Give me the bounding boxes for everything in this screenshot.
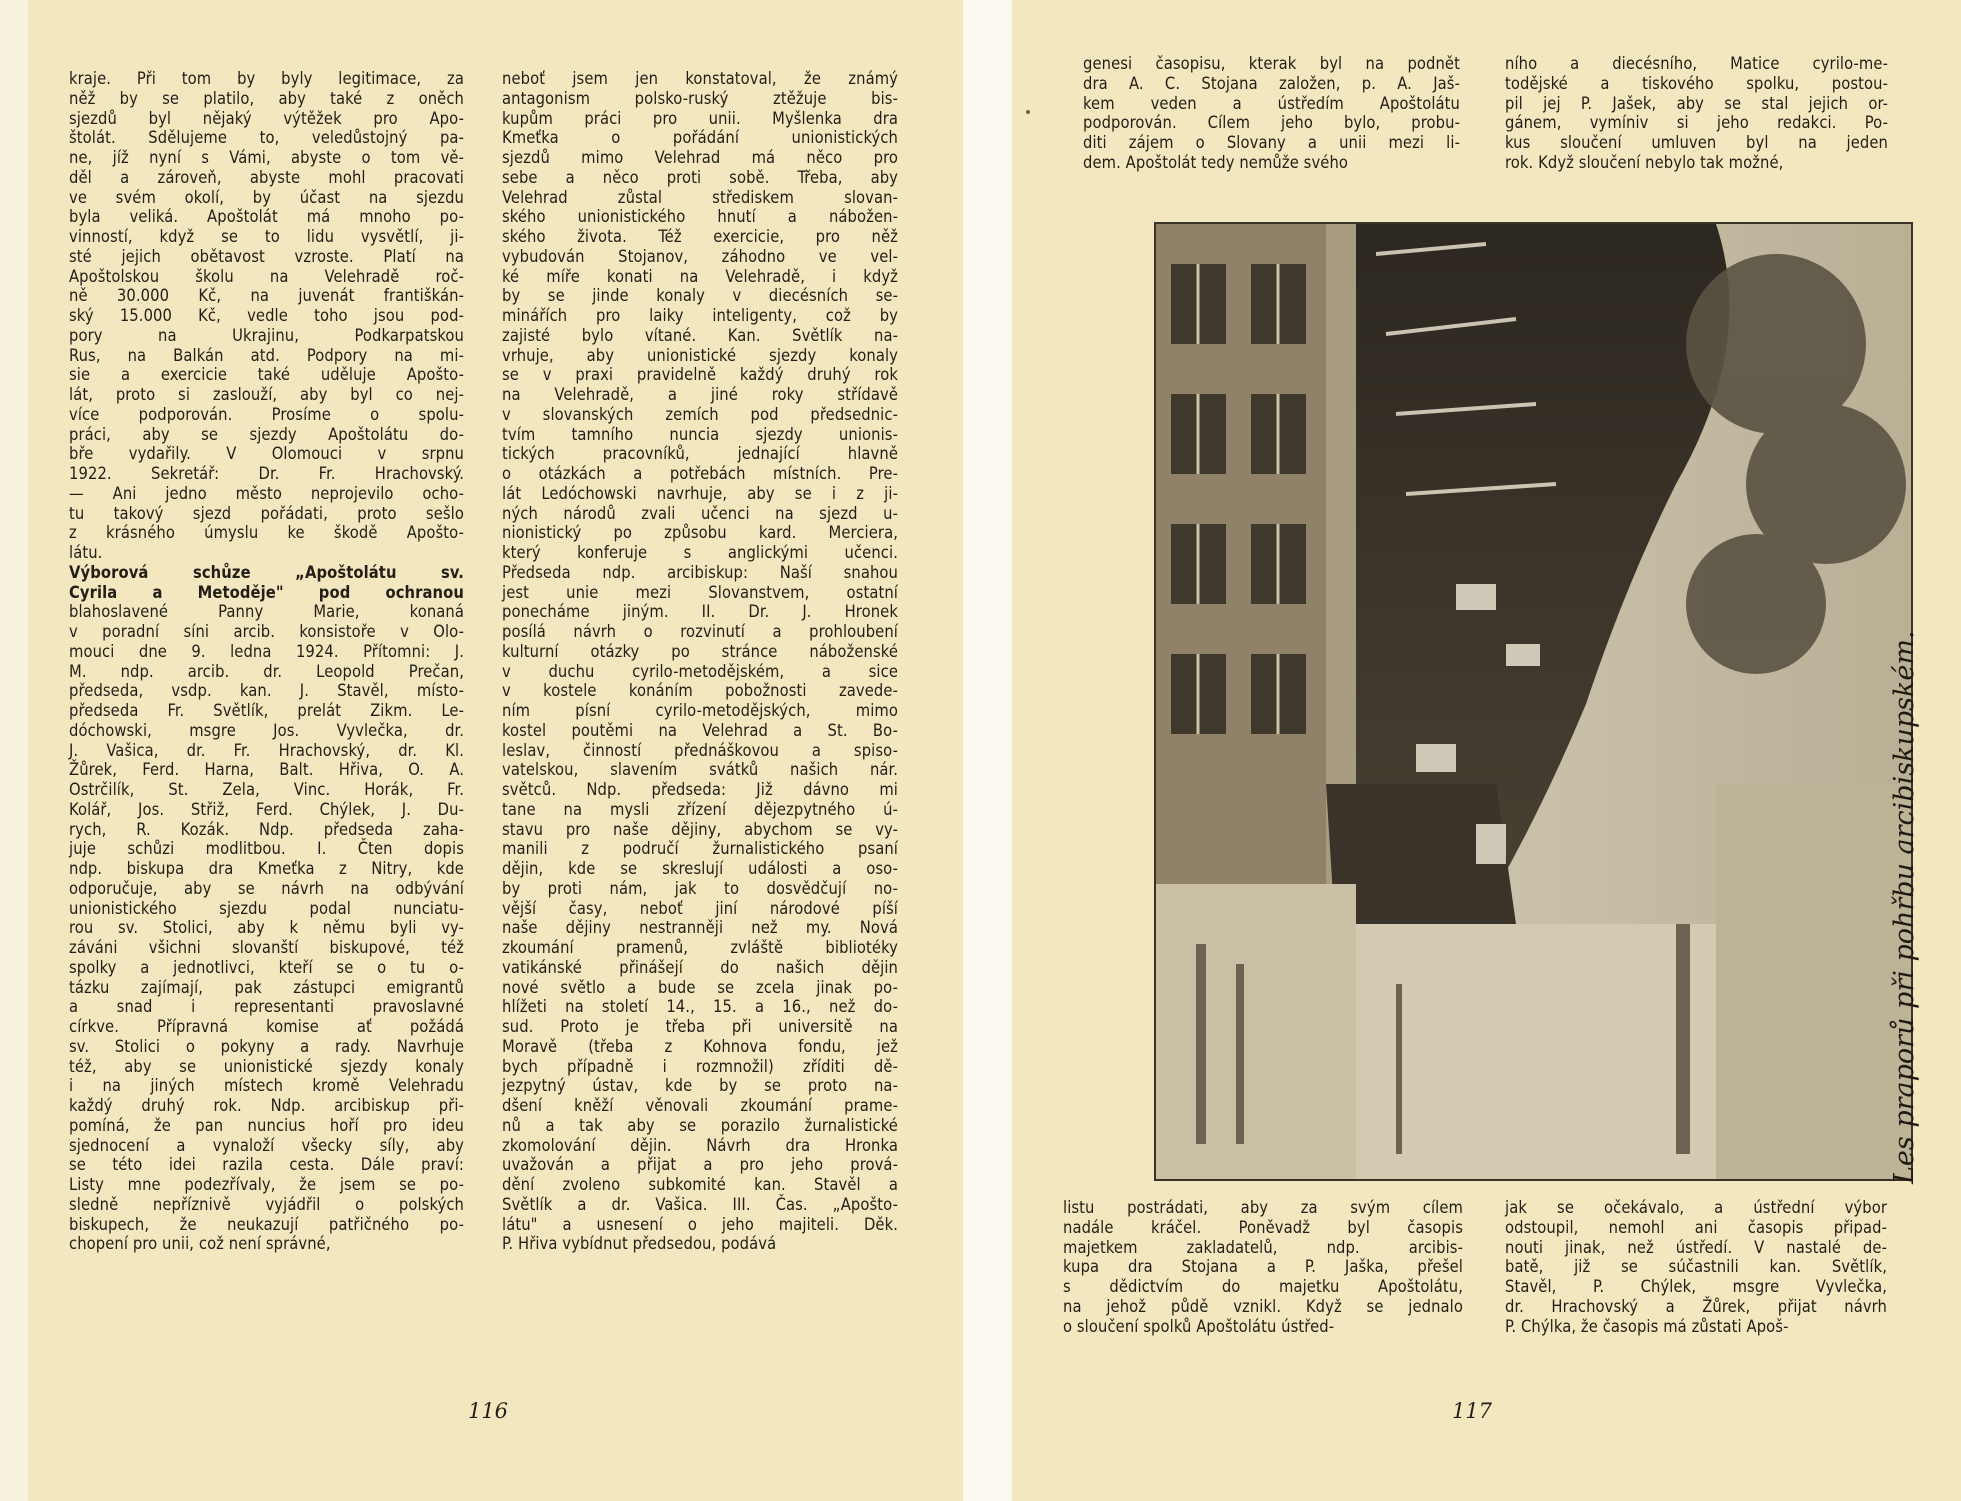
text-line: vrhuje, aby unionistické sjezdy konaly [502, 345, 898, 365]
text-line: se v praxi pravidelně každý druhý rok [502, 365, 898, 385]
text-line: mouci dne 9. ledna 1924. Přítomni: J. [69, 641, 464, 661]
text-line: ního a diecésního, Matice cyrilo-me- [1505, 54, 1888, 73]
text-line: Stavěl, P. Chýlek, msgre Vyvlečka, [1505, 1277, 1887, 1296]
text-line: unionistického sjezdu podal nunciatu- [69, 898, 464, 918]
text-line: Kmeťka o pořádání unionistických [502, 128, 898, 148]
text-line: listu postrádati, aby za svým cílem [1063, 1198, 1463, 1217]
text-line: jak se očekávalo, a ústřední výbor [1505, 1198, 1887, 1217]
text-line: děl a zároveň, abyste mohl pracovati [69, 167, 464, 187]
print-speck [1026, 110, 1030, 114]
text-line: dr. Hrachovský a Žůrek, přijat návrh [1505, 1296, 1887, 1316]
text-line: sjednocení a vynaloží všecky síly, aby [69, 1135, 464, 1155]
text-line: který konferuje s anglickými učenci. [502, 543, 898, 562]
text-line: v kostele konáním pobožnosti zavede- [502, 681, 898, 701]
text-line: dóchowski, msgre Jos. Vyvlečka, dr. [69, 720, 464, 740]
text-line: vější časy, neboť jiní národové píší [502, 898, 898, 918]
text-line: naše dějiny nestranněji než my. Nová [502, 918, 898, 938]
text-line: kus sloučení umluven byl na jeden [1505, 133, 1888, 152]
text-line: církve. Přípravná komise ať požádá [69, 1017, 464, 1036]
text-line: o sloučení spolků Apoštolátu ústřed- [1063, 1316, 1335, 1336]
text-line: neboť jsem jen konstatoval, že známý [502, 69, 898, 88]
text-line: kostel poutěmi na Velehrad a St. Bo- [502, 720, 898, 740]
text-line: podporován. Cílem jeho bylo, probu- [1083, 113, 1460, 133]
text-line: Apoštolskou školu na Velehradě roč- [69, 266, 464, 286]
text-line: pory na Ukrajinu, Podkarpatskou [69, 325, 464, 345]
text-line: ského života. Též exercicie, pro něž [502, 227, 898, 246]
text-line: každý druhý rok. Ndp. arcibiskup při- [69, 1096, 464, 1115]
text-line: sté jejich obětavost vzroste. Platí na [69, 246, 464, 266]
text-line: dějin, kde se skreslují události a oso- [502, 859, 898, 878]
text-line: odstoupil, nemohl ani časopis připad- [1505, 1217, 1887, 1237]
text-line: předseda, vsdp. kan. J. Stavěl, místo- [69, 681, 464, 701]
text-line: a snad i representanti pravoslavné [69, 997, 464, 1017]
text-line: blahoslavené Panny Marie, konaná [69, 602, 464, 622]
text-line: nadále kráčel. Poněvadž byl časopis [1063, 1217, 1463, 1237]
text-line: by proti nám, jak to dosvědčují no- [502, 878, 898, 898]
text-line: kem veden a ústředím Apoštolátu [1083, 93, 1460, 113]
text-line: sledně nepříznivě vyjádřil o polských [69, 1194, 464, 1214]
text-line: nionistický po způsobu kard. Merciera, [502, 523, 898, 543]
text-line: odporučuje, aby se návrh na odbývání [69, 878, 464, 898]
text-line: Kolář, Jos. Střiž, Ferd. Chýlek, J. Du- [69, 799, 464, 819]
text-line: lát Ledóchowski navrhuje, aby se i z ji- [502, 483, 898, 503]
text-line: ných národů zvali učenci na sjezd u- [502, 503, 898, 523]
text-line: sie a exercicie také uděluje Apošto- [69, 365, 464, 385]
text-line: chopení pro unii, což není správné, [69, 1234, 331, 1254]
text-line: v poradní síni arcib. konsistoře v Olo- [69, 622, 464, 641]
text-line: i na jiných místech kromě Velehradu [69, 1076, 464, 1096]
text-line: se této idei razila cesta. Dále praví: [69, 1155, 464, 1175]
text-line: biskupech, že neukazují patřičného po- [69, 1214, 464, 1234]
photograph-funeral-banners [1154, 222, 1920, 1184]
text-line: ne, jíž nyní s Vámi, abyste o tom vě- [69, 148, 464, 167]
text-line: ponecháme jiným. II. Dr. J. Hronek [502, 602, 898, 622]
text-line: vatikánské přinášejí do našich dějin [502, 957, 898, 977]
page-number: 117 [1451, 1399, 1493, 1423]
text-line: práci, aby se sjezdy Apoštolátu do- [69, 424, 464, 444]
text-line: vybudován Stojanov, záhodno ve vel- [502, 246, 898, 266]
text-line: tických pracovníků, jednající hlavně [502, 444, 898, 464]
text-line: bych případně i rozmnožil) zříditi dě- [502, 1056, 898, 1076]
text-line: Cyrila a Metoděje" pod ochranou [69, 582, 464, 602]
text-line: spolky a jednotlivci, kteří se o tu o- [69, 957, 464, 977]
text-line: gánem, vymíniv si jeho redakci. Po- [1505, 113, 1888, 133]
text-line: nové světlo a bude se zcela jinak po- [502, 977, 898, 997]
text-column-2 [1505, 54, 1888, 173]
text-line: lát, proto si zaslouží, aby byl co nej- [69, 385, 464, 404]
text-column-1 [1083, 54, 1460, 173]
text-line: tvím tamního nuncia sjezdy unionis- [502, 424, 898, 444]
text-line: zajisté bylo vítané. Kan. Světlík na- [502, 325, 898, 345]
text-line: zkoumání pramenů, zvláště bibliotéky [502, 938, 898, 957]
text-line: z krásného úmyslu ke škodě Apošto- [69, 523, 464, 543]
text-column-4 [1505, 1198, 1887, 1336]
text-line: P. Hřiva vybídnut předsedou, podává [502, 1234, 777, 1254]
text-line: dem. Apoštolát tedy nemůže svého [1083, 152, 1349, 172]
text-line: jezpytný ústav, kde by se proto na- [502, 1076, 898, 1096]
text-line: Předseda ndp. arcibiskup: Naší snahou [502, 562, 898, 582]
text-line: by se jinde konaly v diecésních se- [502, 286, 898, 306]
text-line: juje schůzi modlitbou. I. Čten dopis [69, 839, 464, 859]
text-line: kupa dra Stojana a P. Jaška, přešel [1063, 1257, 1463, 1277]
text-line: zkomolování dějin. Návrh dra Hronka [502, 1135, 898, 1155]
text-line: na Velehradě, a jiné roky střídavě [502, 385, 898, 404]
text-line: uvažován a přijat a pro jeho prová- [502, 1155, 898, 1175]
text-line: světců. Ndp. předseda: Již dávno mi [502, 780, 898, 799]
page-117 [1012, 0, 1961, 1501]
text-line: rok. Když sloučení nebylo tak možné, [1505, 152, 1784, 172]
text-line: jest unie mezi Slovanstvem, ostatní [502, 582, 898, 602]
text-line: nouti jinak, než ústředí. V nastalé de- [1505, 1237, 1887, 1257]
text-line: batě, již se súčastnili kan. Světlík, [1505, 1257, 1887, 1277]
photograph-image [1156, 224, 1911, 1179]
text-line: P. Chýlka, že časopis má zůstati Apoš- [1505, 1316, 1789, 1336]
text-line: Světlík a dr. Vašica. III. Čas. „Apošto- [502, 1194, 898, 1214]
text-line: Moravě (třeba z Kohnova fondu, jež [502, 1036, 898, 1056]
text-line: Žůrek, Ferd. Harna, Balt. Hřiva, O. A. [69, 760, 464, 780]
text-line: vinností, když se to lidu vysvětlí, ji- [69, 227, 464, 246]
text-line: tane na mysli zřízení dějezpytného ú- [502, 799, 898, 819]
text-line: byla veliká. Apoštolát má mnoho po- [69, 207, 464, 227]
text-line: minářích pro laiky inteligenty, což by [502, 306, 898, 325]
text-line: ním písní cyrilo-metodějských, mimo [502, 701, 898, 720]
text-line: Listy mne podezřívaly, že jsem se po- [69, 1175, 464, 1194]
text-column-1 [69, 69, 464, 1254]
text-line: něž by se platilo, aby také z oněch [69, 88, 464, 108]
text-line: látu. [69, 543, 103, 562]
text-column-2 [502, 69, 898, 1254]
text-line: M. ndp. arcib. dr. Leopold Prečan, [69, 661, 464, 681]
text-line: předseda Fr. Světlík, prelát Zikm. Le- [69, 701, 464, 720]
photo-caption [1847, 630, 1920, 1184]
book-gutter [963, 0, 1012, 1501]
text-line: látu" a usnesení o jeho majiteli. Děk. [502, 1214, 898, 1234]
text-line: sv. Stolici o pokyny a rady. Navrhuje [69, 1036, 464, 1056]
text-column-3 [1063, 1198, 1463, 1336]
text-line: štolát. Sdělujeme to, veledůstojný pa- [69, 128, 464, 148]
text-line: diti zájem o Slovany a unii mezi li- [1083, 133, 1460, 152]
text-line: Ostrčilík, St. Zela, Vinc. Horák, Fr. [69, 780, 464, 799]
text-line: nů a tak aby se porazilo žurnalistické [502, 1115, 898, 1135]
text-line: bře vydařily. V Olomouci v srpnu [69, 444, 464, 464]
text-line: sjezdů mimo Velehrad má něco pro [502, 148, 898, 167]
text-line: více podporován. Prosíme o spolu- [69, 404, 464, 424]
text-line: dění zvoleno subkomité kan. Stavěl a [502, 1175, 898, 1194]
text-line: antagonism polsko-ruský ztěžuje bis- [502, 88, 898, 108]
text-line: posílá návrh o rozvinutí a prohloubení [502, 622, 898, 641]
page-number: 116 [467, 1399, 509, 1423]
text-line: J. Vašica, dr. Fr. Hrachovský, dr. Kl. [69, 740, 464, 760]
text-line: vatelskou, slavením svátků našich nár. [502, 760, 898, 780]
text-line: sjezdů byl nějaký výtěžek pro Apo- [69, 108, 464, 128]
text-line: genesi časopisu, kterak byl na podnět [1083, 54, 1460, 73]
text-line: kraje. Při tom by byly legitimace, za [69, 69, 464, 88]
text-line: sud. Proto je třeba při universitě na [502, 1017, 898, 1036]
text-line: 1922. Sekretář: Dr. Fr. Hrachovský. [69, 464, 464, 483]
text-line: Velehrad zůstal střediskem slovan- [502, 187, 898, 207]
photo-caption-text: Les praporů při pohřbu arcibiskupském. [1889, 630, 1920, 1184]
text-line: ndp. biskupa dra Kmeťka z Nitry, kde [69, 859, 464, 878]
text-line: o otázkách a potřebách místních. Pre- [502, 464, 898, 483]
text-line: kupům práci pro unii. Myšlenka dra [502, 108, 898, 128]
text-line: todějské a tiskového spolku, postou- [1505, 73, 1888, 93]
text-line: pil jej P. Jašek, aby se stal jejich or- [1505, 93, 1888, 113]
text-line: záváni všichni slovanští biskupové, též [69, 938, 464, 957]
text-line: pomíná, že pan nuncius hoří pro ideu [69, 1115, 464, 1135]
text-line: ké míře konati na Velehradě, i když [502, 266, 898, 286]
page-116 [28, 0, 963, 1501]
text-line: dšení kněží věnovali zkoumání prame- [502, 1096, 898, 1115]
text-line: v duchu cyrilo-metodějském, a sice [502, 661, 898, 681]
text-line: ně 30.000 Kč, na juvenát františkán- [69, 286, 464, 306]
text-line: hlížeti na století 14., 15. a 16., než do- [502, 997, 898, 1017]
text-line: též, aby se unionistické sjezdy konaly [69, 1056, 464, 1076]
text-line: majetkem zakladatelů, ndp. arcibis- [1063, 1237, 1463, 1257]
text-line: Rus, na Balkán atd. Podpory na mi- [69, 345, 464, 365]
text-line: tu takový sjezd pořádati, proto sešlo [69, 503, 464, 523]
text-line: Výborová schůze „Apoštolátu sv. [69, 562, 464, 582]
text-line: ského unionistického hnutí a nábožen- [502, 207, 898, 227]
text-line: ský 15.000 Kč, vedle toho jsou pod- [69, 306, 464, 325]
text-line: na jehož půdě vznikl. Když se jednalo [1063, 1296, 1463, 1316]
text-line: s dědictvím do majetku Apoštolátu, [1063, 1277, 1463, 1296]
text-line: ve svém okolí, by účast na sjezdu [69, 187, 464, 207]
text-line: stavu pro naše dějiny, abychom se vy- [502, 819, 898, 839]
text-line: sebe a něco proti sobě. Třeba, aby [502, 167, 898, 187]
text-line: rou sv. Stolici, aby k němu byli vy- [69, 918, 464, 938]
text-line: v slovanských zemích pod předsednic- [502, 404, 898, 424]
text-line: — Ani jedno město neprojevilo ocho- [69, 483, 464, 503]
text-line: rych, R. Kozák. Ndp. předseda zaha- [69, 819, 464, 839]
text-line: tázku zajímají, pak zástupci emigrantů [69, 977, 464, 997]
text-line: dra A. C. Stojana založen, p. A. Jaš- [1083, 73, 1460, 93]
text-line: kulturní otázky po stránce náboženské [502, 641, 898, 661]
text-line: leslav, činností přednáškovou a spiso- [502, 740, 898, 760]
text-line: manili z područí žurnalistického psaní [502, 839, 898, 859]
